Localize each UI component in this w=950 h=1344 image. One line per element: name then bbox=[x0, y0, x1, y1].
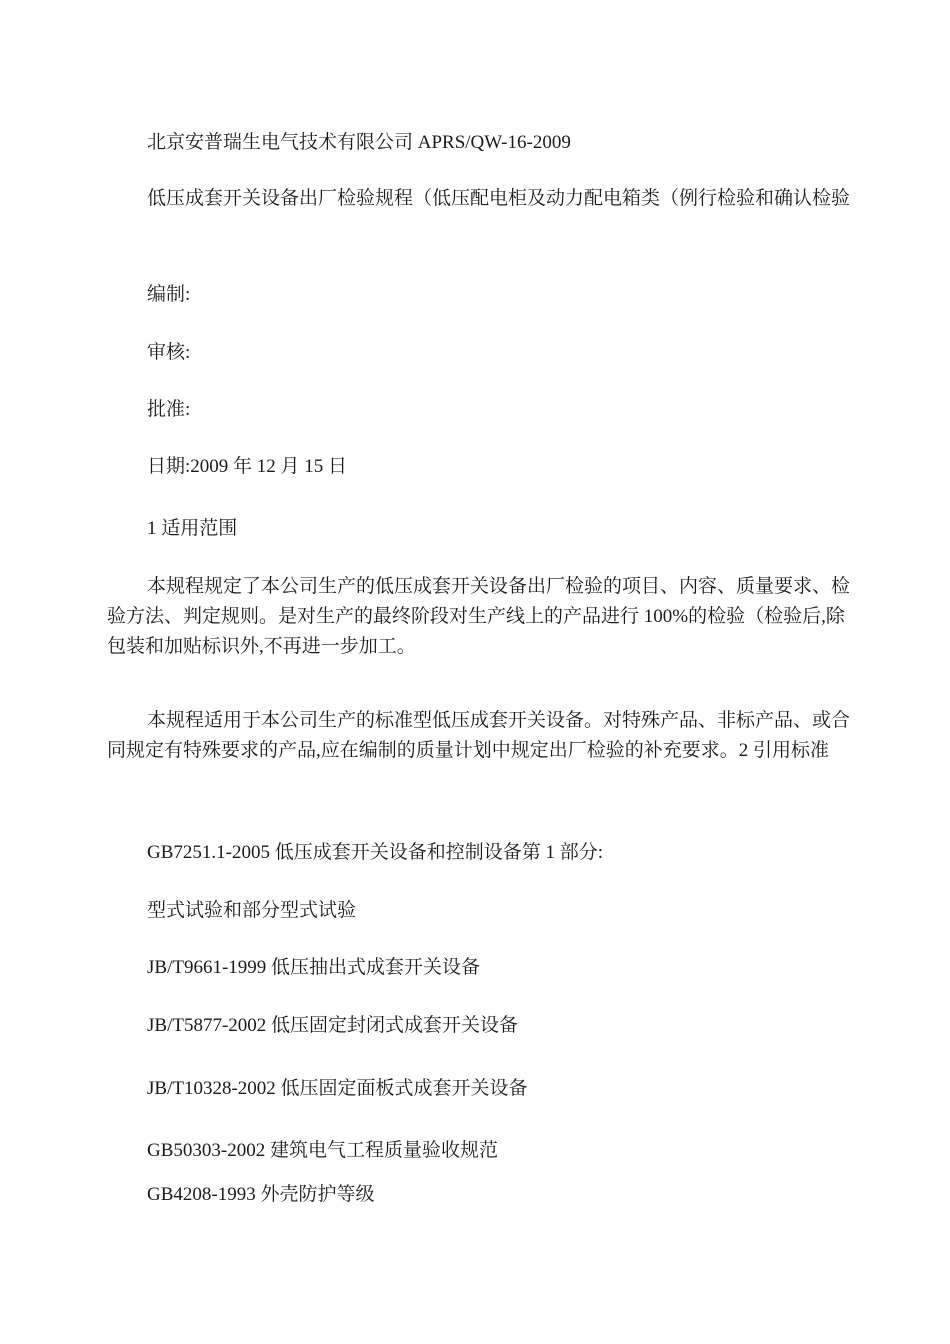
reference-item: GB50303-2002 建筑电气工程质量验收规范 bbox=[147, 1140, 498, 1161]
reference-item: GB7251.1-2005 低压成套开关设备和控制设备第 1 部分: bbox=[147, 842, 604, 863]
reference-item: JB/T9661-1999 低压抽出式成套开关设备 bbox=[147, 957, 481, 978]
document-title: 低压成套开关设备出厂检验规程（低压配电柜及动力配电箱类（例行检验和确认检验 bbox=[147, 188, 851, 209]
company-line: 北京安普瑞生电气技术有限公司 APRS/QW-16-2009 bbox=[147, 132, 571, 153]
reference-item: GB4208-1993 外壳防护等级 bbox=[147, 1184, 375, 1205]
reference-item: 型式试验和部分型式试验 bbox=[147, 900, 357, 921]
document-date: 日期:2009 年 12 月 15 日 bbox=[147, 456, 348, 477]
scope-paragraph-2: 本规程适用于本公司生产的标准型低压成套开关设备。对特殊产品、非标产品、或合同规定有特殊要求的产品,应在编制的质量计划中规定出厂检验的补充要求。2 引用标准 bbox=[107, 710, 851, 761]
reference-item: JB/T10328-2002 低压固定面板式成套开关设备 bbox=[147, 1078, 528, 1099]
reviewed-by: 审核: bbox=[147, 342, 191, 363]
approved-by: 批准: bbox=[147, 399, 191, 420]
scope-heading: 1 适用范围 bbox=[147, 518, 238, 539]
reference-item: JB/T5877-2002 低压固定封闭式成套开关设备 bbox=[147, 1015, 519, 1036]
scope-paragraph-1: 本规程规定了本公司生产的低压成套开关设备出厂检验的项目、内容、质量要求、检验方法、判定规则。是对生产的最终阶段对生产线上的产品进行 100%的检验（检验后,除包装和加贴标识外,不再进一步加工。 bbox=[107, 576, 851, 657]
compiled-by: 编制: bbox=[147, 284, 191, 305]
